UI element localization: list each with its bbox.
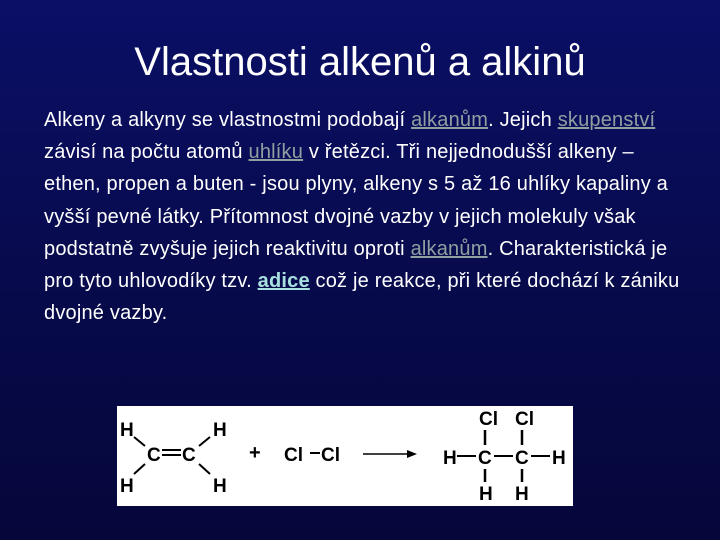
atom-c: C [147, 445, 161, 466]
atom-h: H [443, 448, 457, 469]
atom-h: H [120, 476, 134, 497]
text-segment: závisí na počtu atomů [44, 141, 249, 164]
atom-c: C [182, 445, 196, 466]
chlorine-molecule [284, 445, 340, 466]
atom-h: H [120, 420, 134, 441]
link-alkanum[interactable]: alkanům [411, 109, 489, 131]
ethene-molecule [120, 420, 227, 497]
atom-h: H [515, 484, 529, 505]
reaction-arrow [363, 450, 417, 458]
atom-cl: Cl [479, 409, 498, 430]
dichloroethane-molecule [443, 409, 566, 505]
atom-c: C [478, 448, 492, 469]
body-paragraph [44, 104, 694, 329]
bond-line [134, 464, 145, 474]
atom-cl: Cl [515, 409, 534, 430]
plus-sign: + [249, 442, 261, 464]
link-alkanum-2[interactable]: alkanům [410, 237, 488, 260]
text-segment: . Charakteristická je pro tyto uhlovodíky tzv. [44, 237, 668, 293]
atom-h: H [479, 484, 493, 505]
atom-h: H [552, 448, 566, 469]
atom-h: H [213, 476, 227, 497]
reaction-svg [117, 406, 573, 506]
text-segment: . Jejich [488, 109, 558, 131]
text-segment: což je reakce, při které dochází k zániku dvojné vazby. [44, 270, 680, 325]
atom-cl: Cl [284, 445, 303, 466]
slide-title: Vlastnosti alkenů a alkinů [134, 40, 586, 84]
bond-line [199, 437, 210, 446]
link-uhliku[interactable]: uhlíku [248, 141, 304, 164]
link-skupenstvi[interactable]: skupenství [557, 109, 656, 131]
reaction-diagram [117, 406, 573, 506]
atom-c: C [515, 448, 529, 469]
text-segment: Alkeny a alkyny se vlastnostmi podobají [44, 109, 412, 131]
bond-line [199, 464, 210, 474]
atom-cl: Cl [321, 445, 340, 466]
link-adice[interactable]: adice [257, 270, 310, 293]
atom-h: H [213, 420, 227, 441]
bond-line [134, 437, 145, 446]
text-segment: v řetězci. Tři nejjednodušší alkeny – ethen, propen a buten - jsou plyny, alkeny s 5 až 16 uhlíky kapaliny a vyšší pevné látky. Přítomnost dvojné vazby v jejich molekuly však podstatně zvyšuje jejich reaktivitu oproti [44, 141, 669, 260]
